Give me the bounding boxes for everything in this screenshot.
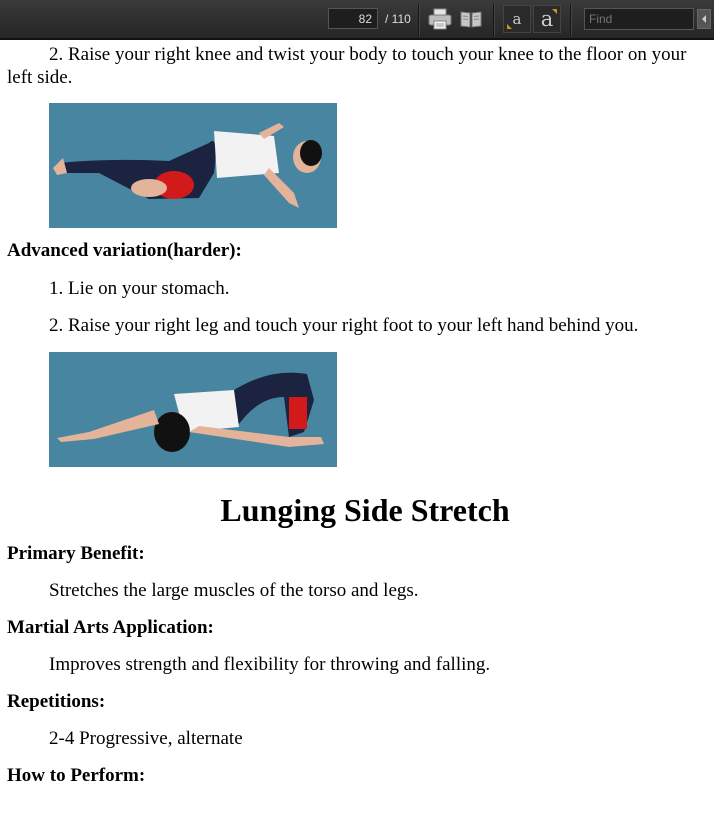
chevron-left-icon [701, 15, 707, 23]
toolbar-divider [570, 4, 572, 36]
arrow-down-left-icon [507, 23, 513, 29]
step-2-text: 2. Raise your right knee and twist your body to touch your knee to the floor on your left side. [7, 44, 687, 88]
decrease-font-label: a [512, 10, 522, 28]
advanced-step-2: 2. Raise your right leg and touch your right foot to your left hand behind you. [49, 315, 639, 336]
print-button[interactable] [427, 6, 453, 32]
advanced-variation-heading: Advanced variation(harder): [7, 240, 242, 261]
book-view-button[interactable] [458, 6, 484, 32]
how-to-perform-heading: How to Perform: [7, 765, 146, 786]
printer-icon [428, 8, 452, 30]
knee-twist-photo [49, 103, 337, 228]
increase-font-label: a [540, 7, 554, 31]
decrease-font-button[interactable] [503, 5, 531, 33]
repetitions-heading: Repetitions: [7, 691, 106, 712]
page-total-label: / 110 [385, 12, 411, 26]
find-input[interactable] [584, 8, 694, 30]
primary-benefit-heading: Primary Benefit: [7, 543, 145, 564]
repetitions-text: 2-4 Progressive, alternate [49, 728, 243, 749]
viewer-toolbar [0, 0, 714, 40]
page-number-input[interactable] [328, 8, 378, 29]
martial-arts-heading: Martial Arts Application: [7, 617, 214, 638]
primary-benefit-text: Stretches the large muscles of the torso and legs. [49, 580, 419, 601]
arrow-up-right-icon [551, 9, 557, 15]
advanced-step-1: 1. Lie on your stomach. [49, 278, 230, 299]
toolbar-divider [418, 4, 420, 36]
section-title: Lunging Side Stretch [220, 492, 510, 528]
increase-font-button[interactable] [533, 5, 561, 33]
prone-leg-raise-photo [49, 352, 337, 467]
martial-arts-text: Improves strength and flexibility for throwing and falling. [49, 654, 491, 675]
toolbar-divider [493, 4, 495, 36]
book-icon [459, 9, 483, 29]
find-previous-button[interactable] [697, 9, 711, 29]
